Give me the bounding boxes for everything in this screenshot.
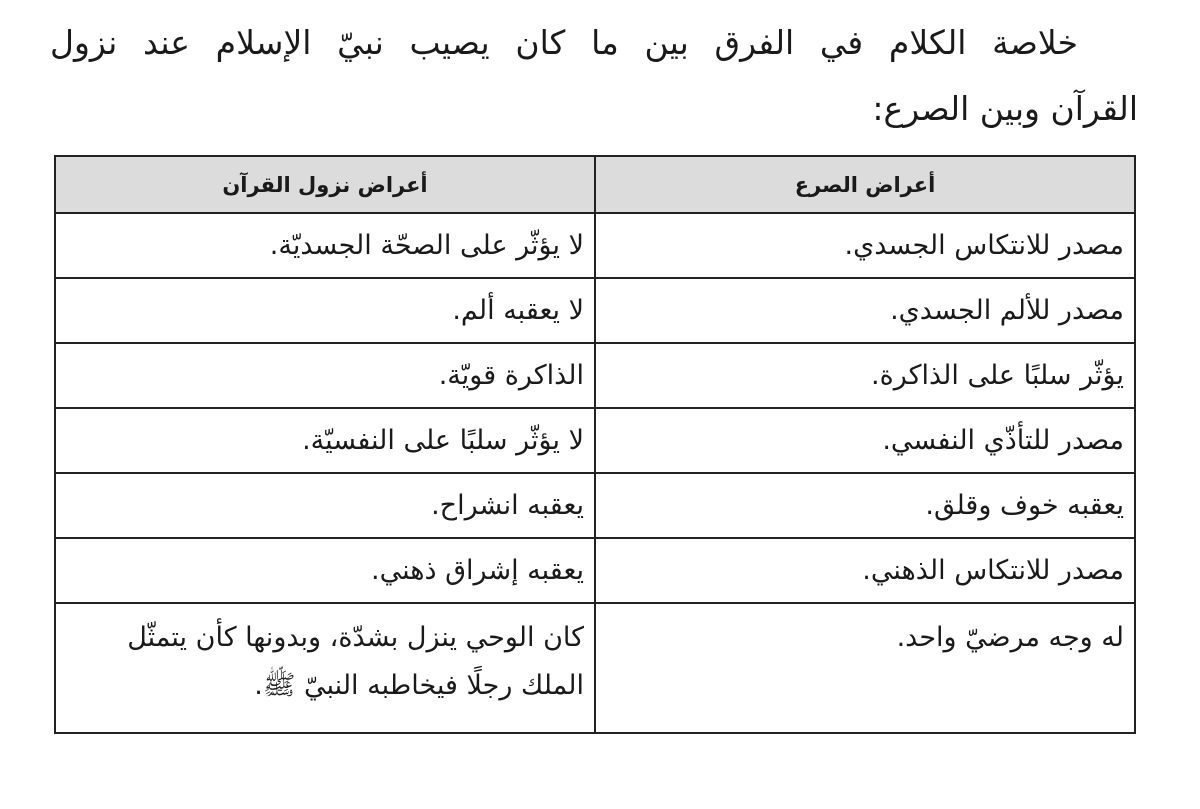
header-epilepsy-symptoms: أعراض الصرع (595, 156, 1135, 213)
table-row (55, 603, 1135, 733)
epilepsy-cell: مصدر للألم الجسدي. (595, 278, 1135, 343)
epilepsy-cell: له وجه مرضيّ واحد. (595, 603, 1135, 733)
epilepsy-cell: مصدر للانتكاس الذهني. (595, 538, 1135, 603)
table-row (55, 538, 1135, 603)
comparison-table (54, 155, 1136, 734)
table-row (55, 343, 1135, 408)
revelation-cell: لا يؤثّر على الصحّة الجسديّة. (55, 213, 595, 278)
table-row (55, 213, 1135, 278)
header-revelation-symptoms: أعراض نزول القرآن (55, 156, 595, 213)
intro-line-1: خلاصة الكلام في الفرق بين ما كان يصيب نبيّ الإسلام عند نزول (50, 23, 1078, 62)
intro-paragraph (50, 10, 1138, 142)
revelation-cell: الذاكرة قويّة. (55, 343, 595, 408)
table-row (55, 278, 1135, 343)
revelation-cell: كان الوحي ينزل بشدّة، وبدونها كأن يتمثّل الملك رجلًا فيخاطبه النبيّ ﷺ. (55, 603, 595, 733)
intro-line-2: القرآن وبين الصرع: (872, 89, 1138, 128)
table-row (55, 473, 1135, 538)
epilepsy-cell: يؤثّر سلبًا على الذاكرة. (595, 343, 1135, 408)
table-row (55, 408, 1135, 473)
epilepsy-cell: مصدر للتأذّي النفسي. (595, 408, 1135, 473)
revelation-cell: يعقبه انشراح. (55, 473, 595, 538)
epilepsy-cell: مصدر للانتكاس الجسدي. (595, 213, 1135, 278)
revelation-cell: يعقبه إشراق ذهني. (55, 538, 595, 603)
revelation-cell: لا يؤثّر سلبًا على النفسيّة. (55, 408, 595, 473)
table-header-row (55, 156, 1135, 213)
revelation-cell: لا يعقبه ألم. (55, 278, 595, 343)
epilepsy-cell: يعقبه خوف وقلق. (595, 473, 1135, 538)
